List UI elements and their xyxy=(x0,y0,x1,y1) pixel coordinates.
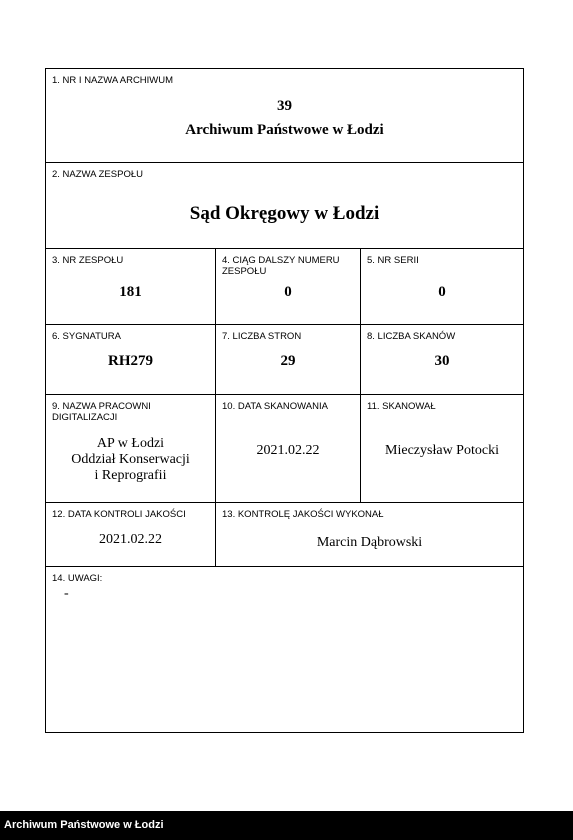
qc-by-value: Marcin Dąbrowski xyxy=(316,535,423,550)
signature-label: 6. SYGNATURA xyxy=(52,331,121,342)
series-number-value: 0 xyxy=(438,284,446,300)
remarks-value: - xyxy=(64,586,69,601)
cell-qc-date xyxy=(46,503,215,566)
cell-page-count xyxy=(215,325,360,394)
archive-number: 39 xyxy=(277,98,292,114)
row-fonds-name xyxy=(46,163,523,249)
row-fonds-number xyxy=(46,249,523,325)
metadata-card xyxy=(45,68,524,733)
row-signature xyxy=(46,325,523,395)
remarks-label: 14. UWAGI: xyxy=(52,573,103,584)
digitization-lab-label: 9. NAZWA PRACOWNI DIGITALIZACJI xyxy=(52,401,151,423)
row-digitization xyxy=(46,395,523,503)
cell-fonds-number xyxy=(46,249,215,324)
qc-date-value: 2021.02.22 xyxy=(99,532,162,547)
fonds-continuation-label: 4. CIĄG DALSZY NUMERU ZESPOŁU xyxy=(222,255,340,277)
archive-name: Archiwum Państwowe w Łodzi xyxy=(185,122,384,138)
row-quality-control xyxy=(46,503,523,567)
cell-signature xyxy=(46,325,215,394)
scan-date-label: 10. DATA SKANOWANIA xyxy=(222,401,328,412)
scanned-by-value: Mieczysław Potocki xyxy=(385,443,499,458)
signature-value: RH279 xyxy=(108,353,153,369)
scan-count-label: 8. LICZBA SKANÓW xyxy=(367,331,456,342)
page-count-label: 7. LICZBA STRON xyxy=(222,331,302,342)
fonds-number-value: 181 xyxy=(119,284,142,300)
row-remarks xyxy=(46,567,523,732)
cell-fonds-continuation xyxy=(215,249,360,324)
cell-scan-count xyxy=(360,325,523,394)
fonds-name-value: Sąd Okręgowy w Łodzi xyxy=(189,203,380,224)
qc-by-label: 13. KONTROLĘ JAKOŚCI WYKONAŁ xyxy=(222,509,384,520)
fonds-number-label: 3. NR ZESPOŁU xyxy=(52,255,124,266)
fonds-name-label: 2. NAZWA ZESPOŁU xyxy=(52,169,143,180)
row-archive xyxy=(46,69,523,163)
cell-scanned-by xyxy=(360,395,523,502)
qc-date-label: 12. DATA KONTROLI JAKOŚCI xyxy=(52,509,186,520)
cell-digitization-lab xyxy=(46,395,215,502)
scan-date-value: 2021.02.22 xyxy=(256,443,320,458)
footer-text: Archiwum Państwowe w Łodzi xyxy=(4,819,164,831)
digitization-lab-line-2: Oddział Konserwacji xyxy=(71,452,190,467)
digitization-lab-line-3: i Reprografii xyxy=(94,468,167,483)
cell-scan-date xyxy=(215,395,360,502)
cell-qc-by xyxy=(215,503,523,566)
footer-bar xyxy=(0,811,573,840)
fonds-continuation-value: 0 xyxy=(284,284,292,300)
scan-count-value: 30 xyxy=(434,353,450,369)
cell-series-number xyxy=(360,249,523,324)
digitization-lab-line-1: AP w Łodzi xyxy=(96,436,165,451)
series-number-label: 5. NR SERII xyxy=(367,255,419,266)
scanned-by-label: 11. SKANOWAŁ xyxy=(367,401,436,412)
archive-label: 1. NR I NAZWA ARCHIWUM xyxy=(52,75,174,86)
page-count-value: 29 xyxy=(280,353,296,369)
